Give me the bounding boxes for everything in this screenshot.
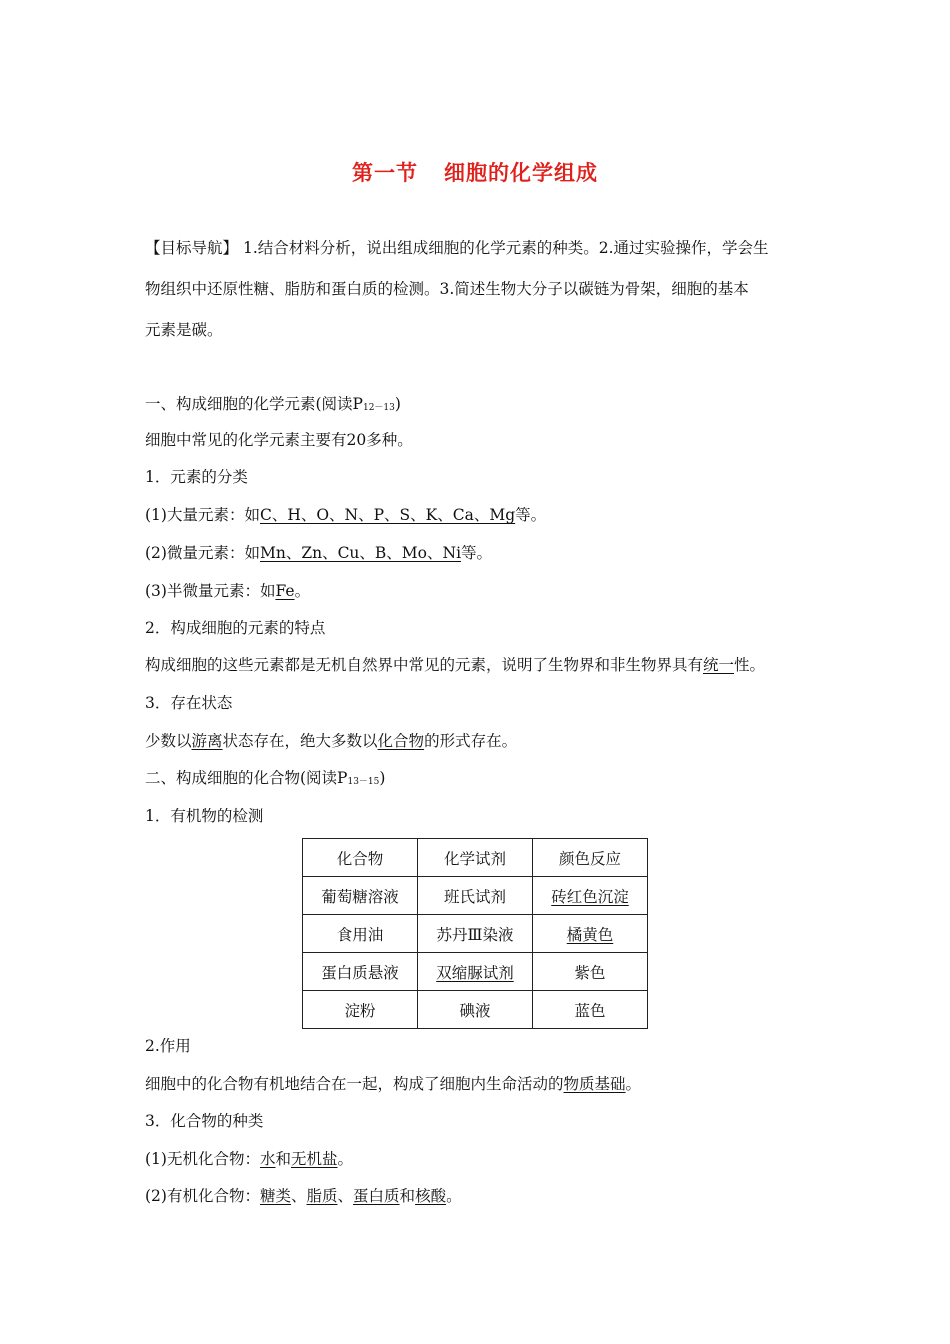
table-cell: 食用油 (303, 915, 418, 953)
macro-elements-line: (1)大量元素：如C、H、O、N、P、S、K、Ca、Mg等。 (145, 506, 547, 524)
role-line: 细胞中的化合物有机地结合在一起，构成了细胞内生命活动的物质基础。 (145, 1075, 642, 1093)
answer-blank: 糖类 (259, 1187, 291, 1205)
table-cell (533, 877, 648, 915)
semi-micro-elements-line: (3)半微量元素：如Fe。 (145, 582, 311, 600)
table-row (303, 953, 648, 991)
goals-line-3: 元素是碳。 (145, 321, 223, 339)
micro-elements-line: (2)微量元素：如Mn、Zn、Cu、B、Mo、Ni等。 (145, 544, 493, 562)
goals-line-2: 物组织中还原性糖、脂肪和蛋白质的检测。3.简述生物大分子以碳链为骨架，细胞的基本 (145, 280, 749, 298)
answer-blank: 游离 (191, 732, 223, 750)
detection-table (302, 838, 648, 1029)
table-row (303, 991, 648, 1029)
answer-blank: Fe (275, 582, 295, 600)
subheading-existence-state: 3．存在状态 (145, 694, 233, 712)
answer-blank: 无机盐 (291, 1150, 338, 1168)
goals-line-1: 【目标导航】 1.结合材料分析，说出组成细胞的化学元素的种类。2.通过实验操作，学会生 (145, 239, 769, 257)
answer-blank: 双缩脲试剂 (436, 963, 514, 982)
table-header-cell: 化学试剂 (418, 839, 533, 877)
subheading-role: 2.作用 (145, 1037, 191, 1055)
answer-blank: Mn、Zn、Cu、B、Mo、Ni (259, 544, 462, 562)
answer-blank: 橘黄色 (566, 925, 614, 944)
inorganic-compounds-line: (1)无机化合物：水和无机盐。 (145, 1150, 354, 1168)
answer-blank: C、H、O、N、P、S、K、Ca、Mg (259, 506, 516, 524)
table-header-row (303, 839, 648, 877)
organic-compounds-line: (2)有机化合物：糖类、脂质、蛋白质和核酸。 (145, 1187, 462, 1205)
table-header-cell: 化合物 (303, 839, 418, 877)
table-row (303, 915, 648, 953)
table-row (303, 877, 648, 915)
answer-blank: 物质基础 (563, 1075, 626, 1093)
page-title (0, 157, 950, 187)
answer-blank: 化合物 (377, 732, 425, 750)
answer-blank: 砖红色沉淀 (551, 887, 629, 906)
table-header-cell: 颜色反应 (533, 839, 648, 877)
table-cell (418, 953, 533, 991)
table-cell: 葡萄糖溶液 (303, 877, 418, 915)
title-section-number: 第一节 (352, 161, 418, 185)
answer-blank: 脂质 (306, 1187, 338, 1205)
learning-goals (145, 238, 815, 258)
title-topic: 细胞的化学组成 (444, 161, 598, 185)
answer-blank: 水 (259, 1150, 276, 1168)
table-cell: 蓝色 (533, 991, 648, 1029)
table-cell: 淀粉 (303, 991, 418, 1029)
section-1-heading: 一、构成细胞的化学元素(阅读$P_{12-13}$) (145, 395, 401, 413)
table-cell: 蛋白质悬液 (303, 953, 418, 991)
table-cell: 碘液 (418, 991, 533, 1029)
subheading-element-classification: 1．元素的分类 (145, 468, 248, 486)
answer-blank: 核酸 (415, 1187, 447, 1205)
features-line: 构成细胞的这些元素都是无机自然界中常见的元素，说明了生物界和非生物界具有统一性。 (145, 656, 766, 674)
section-1-intro: 细胞中常见的化学元素主要有20多种。 (145, 431, 413, 449)
table-cell (533, 915, 648, 953)
answer-blank: 蛋白质 (353, 1187, 400, 1205)
table-cell: 紫色 (533, 953, 648, 991)
table-cell: 苏丹Ⅲ染液 (418, 915, 533, 953)
subheading-compound-types: 3．化合物的种类 (145, 1112, 264, 1130)
answer-blank: 统一 (703, 656, 735, 674)
subheading-organic-detection: 1．有机物的检测 (145, 807, 264, 825)
existence-state-line: 少数以游离状态存在，绝大多数以化合物的形式存在。 (145, 732, 518, 750)
goals-label: 【目标导航】 (145, 239, 239, 257)
section-2-heading: 二、构成细胞的化合物(阅读$P_{13-15}$) (145, 769, 386, 787)
subheading-element-features: 2．构成细胞的元素的特点 (145, 619, 326, 637)
table-cell: 班氏试剂 (418, 877, 533, 915)
